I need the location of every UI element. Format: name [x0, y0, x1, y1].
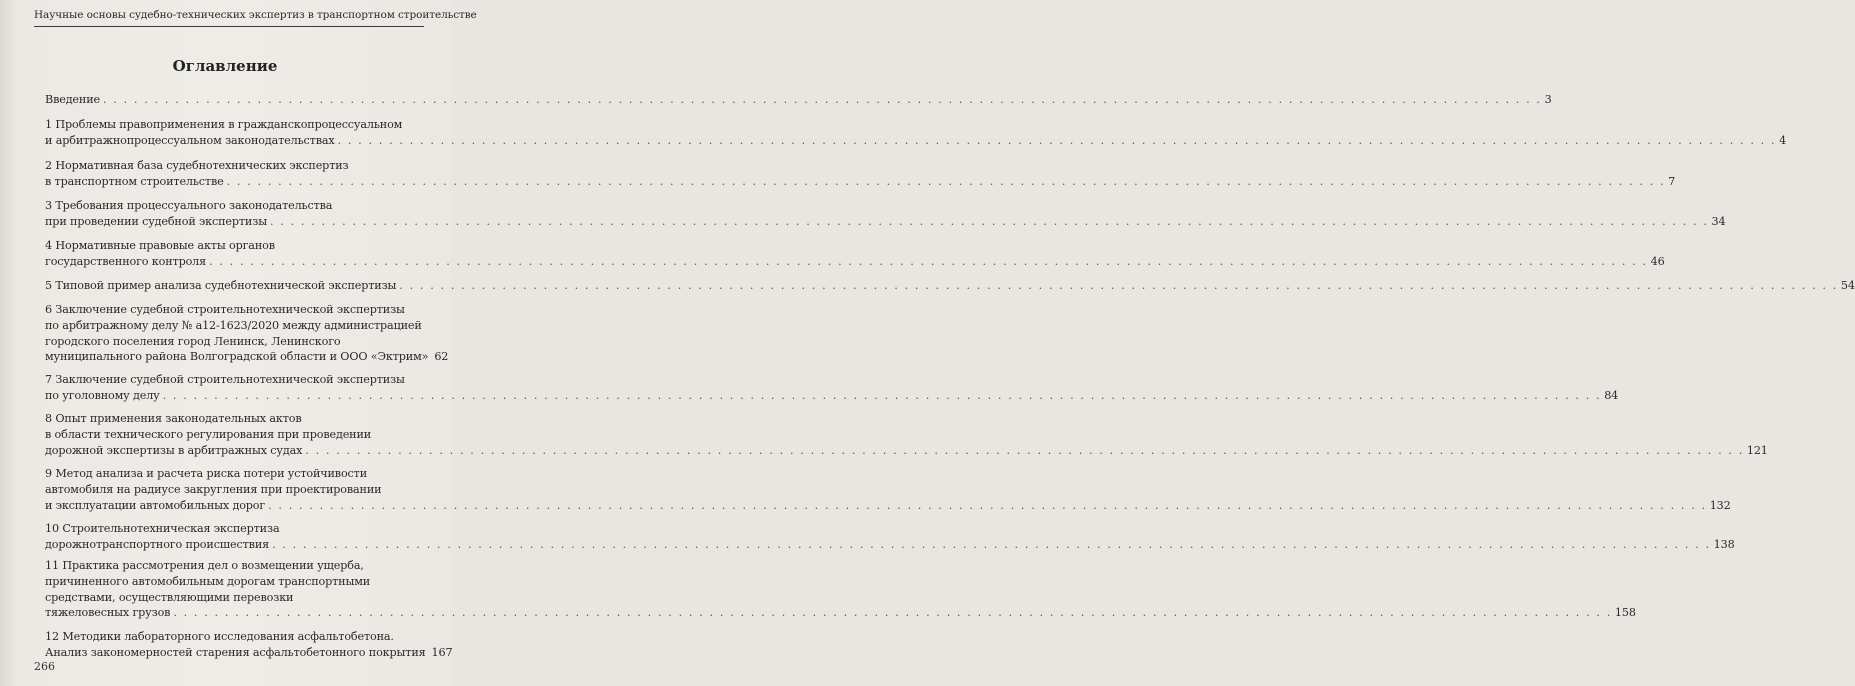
- toc-entry[interactable]: [45, 238, 1665, 270]
- toc-entry[interactable]: [45, 411, 1768, 458]
- toc-entry-line: при проведении судебной экспертизы: [45, 214, 267, 228]
- toc-page-number: 121: [1746, 443, 1768, 457]
- toc-entry-line: 3 Требования процессуального законодательства: [45, 199, 333, 212]
- dot-leader: . . . . . . . . . . . . . . . . . . . . . . . . . . . . . . . . . . . . . . . . . . . . . . . . . . . . . . . . . . . . . . . . . . . . . . . . . . . . . . . . . . . . . . . . . . . . . . . . . . . . . . . . . . . . . . . . . . . . . . . . . . . . . . . . . . . . . . . . . . . .: [272, 537, 1711, 551]
- toc-entry-line: 7 Заключение судебной строительнотехнической экспертизы: [45, 373, 405, 386]
- toc-entry-last-line: [45, 537, 1735, 553]
- toc-entry-line: дорожной экспертизы в арбитражных судах: [45, 443, 303, 457]
- toc-entry-last-line: [45, 498, 1731, 514]
- toc-entry-line: 8 Опыт применения законодательных актов: [45, 412, 302, 425]
- toc-entry-last-line: [45, 133, 1787, 149]
- toc-entry-last-line: [45, 254, 1665, 270]
- toc-entry-line: автомобиля на радиусе закругления при проектировании: [45, 482, 382, 496]
- toc-entry[interactable]: [45, 278, 1855, 294]
- toc-entry-line: 6 Заключение судебной строительнотехнической экспертизы: [45, 303, 405, 316]
- toc-entry[interactable]: [45, 302, 449, 365]
- toc-entry[interactable]: [45, 158, 1676, 190]
- toc-entry[interactable]: [45, 521, 1735, 553]
- toc-page-number: 62: [434, 350, 449, 364]
- dot-leader: . . . . . . . . . . . . . . . . . . . . . . . . . . . . . . . . . . . . . . . . . . . . . . . . . . . . . . . . . . . . . . . . . . . . . . . . . . . . . . . . . . . . . . . . . . . . . . . . . . . . . . . . . . . . . . . . . . . . . . . . . . . . . . . . . . . . . . . . . . . .: [226, 174, 1666, 188]
- dot-leader: . . . . . . . . . . . . . . . . . . . . . . . . . . . . . . . . . . . . . . . . . . . . . . . . . . . . . . . . . . . . . . . . . . . . . . . . . . . . . . . . . . . . . . . . . . . . . . . . . . . . . . . . . . . . . . . . . . . . . . . . . . . . . . . . . . . . . . . . . . . .: [337, 133, 1777, 147]
- toc-entry[interactable]: [45, 629, 453, 661]
- toc-entry-last-line: [45, 92, 1552, 108]
- toc-entry-line: дорожнотранспортного происшествия: [45, 537, 270, 551]
- toc-entry-line: и арбитражнопроцессуальном законодательствах: [45, 133, 335, 147]
- toc-entry-last-line: [45, 388, 1619, 404]
- running-header: Научные основы судебно-технических экспертиз в транспортном строительстве: [34, 9, 477, 21]
- toc-entry-line: 4 Нормативные правовые акты органов: [45, 239, 275, 252]
- toc-entry-last-line: [45, 645, 453, 661]
- toc-entry-line: городского поселения город Ленинск, Ленинского: [45, 334, 341, 348]
- toc-entry-last-line: [45, 214, 1726, 230]
- toc-title: Оглавление: [172, 57, 278, 75]
- toc-entry[interactable]: [45, 198, 1726, 230]
- toc-page-number: 158: [1614, 606, 1636, 620]
- toc-entry-line: 1 Проблемы правоприменения в гражданскопроцессуальном: [45, 118, 403, 131]
- toc-entry-line: Введение: [45, 93, 100, 106]
- toc-entry-last-line: [45, 349, 449, 365]
- toc-entry-line: причиненного автомобильным дорогам транспортными: [45, 574, 371, 588]
- toc-entry-last-line: [45, 605, 1636, 621]
- dot-leader: . . . . . . . . . . . . . . . . . . . . . . . . . . . . . . . . . . . . . . . . . . . . . . . . . . . . . . . . . . . . . . . . . . . . . . . . . . . . . . . . . . . . . . . . . . . . . . . . . . . . . . . . . . . . . . . . . . . . . . . . . . . . . . . . . . . . . . . . . . . .: [209, 254, 1648, 268]
- dot-leader: . . . . . . . . . . . . . . . . . . . . . . . . . . . . . . . . . . . . . . . . . . . . . . . . . . . . . . . . . . . . . . . . . . . . . . . . . . . . . . . . . . . . . . . . . . . . . . . . . . . . . . . . . . . . . . . . . . . . . . . . . . . . . . . . . . . . . . . . . . . .: [102, 93, 1542, 106]
- toc-entry-line: по арбитражному делу № а12-1623/2020 между администрацией: [45, 318, 422, 332]
- toc-entry-line: Анализ закономерностей старения асфальтобетонного покрытия: [45, 645, 426, 659]
- toc-entry-line: 9 Метод анализа и расчета риска потери устойчивости: [45, 467, 368, 480]
- toc-entry-line: 11 Практика рассмотрения дел о возмещении ущерба,: [45, 559, 364, 572]
- dot-leader: . . . . . . . . . . . . . . . . . . . . . . . . . . . . . . . . . . . . . . . . . . . . . . . . . . . . . . . . . . . . . . . . . . . . . . . . . . . . . . . . . . . . . . . . . . . . . . . . . . . . . . . . . . . . . . . . . . . . . . . . . . . . . . . . . . . . . . . . . . . .: [399, 279, 1838, 292]
- toc-entry-last-line: [45, 174, 1676, 190]
- page-number: 266: [34, 660, 55, 673]
- toc-page-number: 4: [1779, 133, 1787, 147]
- toc-entry[interactable]: [45, 372, 1619, 404]
- toc-entry-line: в транспортном строительстве: [45, 174, 224, 188]
- toc-entry-line: тяжеловесных грузов: [45, 606, 171, 620]
- toc-page-number: 167: [431, 645, 453, 659]
- toc-page-number: 132: [1709, 498, 1731, 512]
- toc-entry-line: в области технического регулирования при проведении: [45, 427, 372, 441]
- toc-page-number: 54: [1840, 279, 1855, 292]
- toc-page-number: 7: [1668, 174, 1676, 188]
- toc-entry-line: и эксплуатации автомобильных дорог: [45, 498, 266, 512]
- toc-page-number: 34: [1711, 214, 1726, 228]
- toc-entry-line: 5 Типовой пример анализа судебнотехнической экспертизы: [45, 279, 397, 292]
- toc-entry[interactable]: [45, 117, 1787, 149]
- toc-entry-line: 2 Нормативная база судебнотехнических экспертиз: [45, 159, 349, 172]
- toc-entry[interactable]: [45, 558, 1636, 621]
- dot-leader: . . . . . . . . . . . . . . . . . . . . . . . . . . . . . . . . . . . . . . . . . . . . . . . . . . . . . . . . . . . . . . . . . . . . . . . . . . . . . . . . . . . . . . . . . . . . . . . . . . . . . . . . . . . . . . . . . . . . . . . . . . . . . . . . . . . . . . . . . . . .: [173, 606, 1612, 620]
- toc-entry-line: по уголовному делу: [45, 388, 160, 402]
- toc-entry-last-line: [45, 443, 1768, 459]
- toc-page-number: 3: [1544, 93, 1552, 106]
- toc-entry[interactable]: [45, 92, 1552, 108]
- toc-entry-line: средствами, осуществляющими перевозки: [45, 590, 294, 604]
- dot-leader: . . . . . . . . . . . . . . . . . . . . . . . . . . . . . . . . . . . . . . . . . . . . . . . . . . . . . . . . . . . . . . . . . . . . . . . . . . . . . . . . . . . . . . . . . . . . . . . . . . . . . . . . . . . . . . . . . . . . . . . . . . . . . . . . . . . . . . . . . . . .: [268, 498, 1707, 512]
- toc-entry-line: 12 Методики лабораторного исследования асфальтобетона.: [45, 630, 394, 643]
- toc-entry-line: муниципального района Волгоградской области и ООО «Эктрим»: [45, 350, 429, 364]
- toc-entry[interactable]: [45, 466, 1731, 513]
- header-rule: [34, 26, 424, 27]
- toc-entry-line: 10 Строительнотехническая экспертиза: [45, 522, 280, 535]
- dot-leader: . . . . . . . . . . . . . . . . . . . . . . . . . . . . . . . . . . . . . . . . . . . . . . . . . . . . . . . . . . . . . . . . . . . . . . . . . . . . . . . . . . . . . . . . . . . . . . . . . . . . . . . . . . . . . . . . . . . . . . . . . . . . . . . . . . . . . . . . . . . .: [269, 214, 1709, 228]
- toc-entry-last-line: [45, 278, 1855, 294]
- dot-leader: . . . . . . . . . . . . . . . . . . . . . . . . . . . . . . . . . . . . . . . . . . . . . . . . . . . . . . . . . . . . . . . . . . . . . . . . . . . . . . . . . . . . . . . . . . . . . . . . . . . . . . . . . . . . . . . . . . . . . . . . . . . . . . . . . . . . . . . . . . . .: [162, 388, 1602, 402]
- toc-page-number: 138: [1713, 537, 1735, 551]
- toc-entry-line: государственного контроля: [45, 254, 207, 268]
- toc-page-number: 46: [1650, 254, 1665, 268]
- dot-leader: . . . . . . . . . . . . . . . . . . . . . . . . . . . . . . . . . . . . . . . . . . . . . . . . . . . . . . . . . . . . . . . . . . . . . . . . . . . . . . . . . . . . . . . . . . . . . . . . . . . . . . . . . . . . . . . . . . . . . . . . . . . . . . . . . . . . . . . . . . . .: [305, 443, 1744, 457]
- toc-page-number: 84: [1604, 388, 1619, 402]
